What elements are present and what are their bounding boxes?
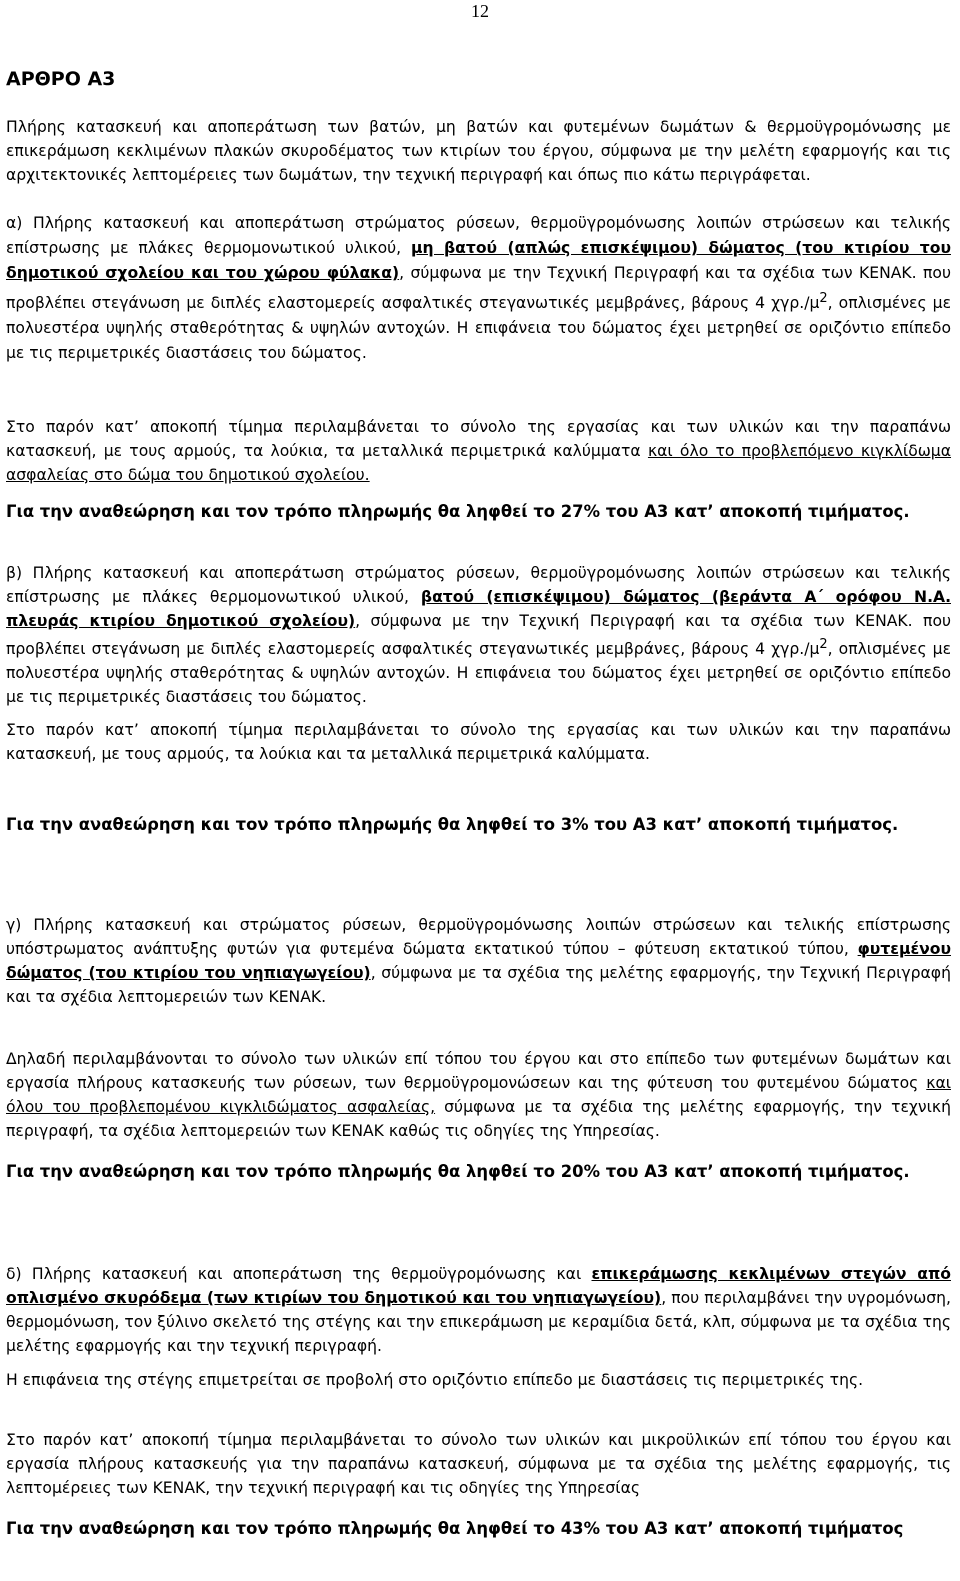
section-d-text: , που περιλαμβάνει την υγρομόνωση, θερμομόνωση, τον ξύλινο σκελετό της στέγης και την επικεράμωση με κεραμίδια δετά, κλπ, σύμφωνα με τα σχέδια της μελέτης εφαρμογής και την τεχνική περιγραφή.	[6, 1289, 951, 1355]
page-number: 12	[471, 1, 489, 21]
section-b-text: , σύμφωνα με την Τεχνική Περιγραφή και τα σχέδια των ΚΕΝΑΚ. που προβλέπει στεγάνωση με διπλές ελαστομερείς ασφαλτικές στεγανωτικές μεμβράνες, βάρους 4 χγρ./μ	[6, 612, 952, 659]
section-b-superscript: 2	[819, 637, 828, 652]
section-d-description	[6, 1262, 951, 1358]
section-c-text: , σύμφωνα με τα σχέδια της μελέτης εφαρμογής, την Τεχνική Περιγραφή και τα σχέδια λεπτομερειών των ΚΕΝΑΚ.	[6, 964, 951, 1006]
section-a-emphasis: μη βατού (απλώς επισκέψιμου) δώματος (του κτιρίου του δημοτικού σχολείου και του χώρου φύλακα)	[6, 239, 951, 282]
section-c-lead: γ) Πλήρης κατασκευή και στρώματος ρύσεων, θερμοϋγρομόνωσης λοιπών στρώσεων και τελικής επίστρωσης υπόστρωματος ανάπτυξης φυτών για φυτεμένα δώματα εκτατικού τύπου – φύτευση εκτατικού τύπου,	[6, 916, 951, 958]
section-a-inclusions	[6, 415, 951, 487]
section-c-inclusions	[6, 1047, 951, 1143]
section-a-railing-note: και όλο το προβλεπόμενο κιγκλίδωμα ασφαλείας στο δώμα του δημοτικού σχολείου.	[6, 442, 952, 484]
section-a-description	[6, 211, 951, 366]
section-b-inclusions: Στο παρόν κατ’ αποκοπή τίμημα περιλαμβάνεται το σύνολο της εργασίας και των υλικών και την παραπάνω κατασκευή, με τους αρμούς, τα λούκια και τα μεταλλικά περιμετρικά καλύμματα.	[6, 721, 951, 763]
section-d-emphasis: επικεράμωσης κεκλιμένων στεγών από οπλισμένο σκυρόδεμα (των κτιρίων του δημοτικού και του νηπιαγωγείου)	[6, 1265, 951, 1307]
section-c-inclusions-end: σύμφωνα με τα σχέδια της μελέτης εφαρμογής, την τεχνική περιγραφή, τα σχέδια λεπτομερειών των ΚΕΝΑΚ καθώς τις οδηγίες της Υπηρεσίας.	[6, 1098, 951, 1140]
section-c-emphasis: φυτεμένου δώματος (του κτιρίου του νηπιαγωγείου)	[6, 940, 951, 982]
section-a-lead: α) Πλήρης κατασκευή και αποπεράτωση στρώματος ρύσεων, θερμοϋγρομόνωσης λοιπών στρώσεων και τελικής επίστρωσης με πλάκες θερμομονωτικού υλικού,	[6, 214, 951, 257]
section-a-payment: Για την αναθεώρηση και τον τρόπο πληρωμής θα ληφθεί το 27% του Α3 κατ’ αποκοπή τιμήματος.	[6, 502, 910, 521]
intro-paragraph: Πλήρης κατασκευή και αποπεράτωση των βατών, μη βατών και φυτεμένων δωμάτων & θερμοϋγρομόνωσης με επικεράμωση κεκλιμένων πλακών σκυροδέματος των κτιρίων του έργου, σύμφωνα με την μελέτη εφαρμογής και τις αρχιτεκτονικές λεπτομέρειες των δωμάτων, την τεχνική περιγραφή και όπως πιο κάτω περιγράφεται.	[6, 118, 951, 184]
section-b-text-end: , οπλισμένες με πολυεστέρα υψηλής σταθερότητας & υψηλών αντοχών. Η επιφάνεια του δώματος έχει μετρηθεί σε οριζόντιο επίπεδο με τις περιμετρικές διαστάσεις του δώματος.	[6, 640, 951, 707]
section-d-payment: Για την αναθεώρηση και τον τρόπο πληρωμής θα ληφθεί το 43% του Α3 κατ’ αποκοπή τιμήματος	[6, 1519, 904, 1538]
section-c-description	[6, 913, 951, 1009]
section-d-lead: δ) Πλήρης κατασκευή και αποπεράτωση της θερμοϋγρομόνωσης και	[6, 1265, 592, 1283]
section-d-measurement: Η επιφάνεια της στέγης επιμετρείται σε προβολή στο οριζόντιο επίπεδο με διαστάσεις τις περιμετρικές της.	[6, 1371, 864, 1389]
section-a-superscript: 2	[819, 291, 828, 306]
section-d-inclusions: Στο παρόν κατ’ αποκοπή τίμημα περιλαμβάνεται το σύνολο των υλικών και μικροϋλικών επί τόπου του έργου και εργασία πλήρους κατασκευής για την παραπάνω κατασκευή, σύμφωνα με τα σχέδια της μελέτης εφαρμογής, τις λεπτομέρειες των ΚΕΝΑΚ, την τεχνική περιγραφή και τις οδηγίες της Υπηρεσίας	[6, 1431, 951, 1497]
section-c-payment: Για την αναθεώρηση και τον τρόπο πληρωμής θα ληφθεί το 20% του Α3 κατ’ αποκοπή τιμήματος.	[6, 1162, 910, 1181]
section-a-text-end: , οπλισμένες με πολυεστέρα υψηλής σταθερότητας & υψηλών αντοχών. Η επιφάνεια του δώματος έχει μετρηθεί σε οριζόντιο επίπεδο με τις περιμετρικές διαστάσεις του δώματος.	[6, 294, 951, 363]
section-b-emphasis: βατού (επισκέψιμου) δώματος (βεράντα Α΄ ορόφου Ν.Α. πλευράς κτιρίου δημοτικού σχολείου)	[6, 588, 951, 630]
section-a-text: , σύμφωνα με την Τεχνική Περιγραφή και τα σχέδια των ΚΕΝΑΚ. που προβλέπει στεγάνωση με διπλές ελαστομερείς ασφαλτικές στεγανωτικές μεμβράνες, βάρους 4 χγρ./μ	[6, 264, 951, 313]
section-b-description	[6, 561, 951, 709]
section-c-inclusions-text: Δηλαδή περιλαμβάνονται το σύνολο των υλικών επί τόπου του έργου και στο επίπεδο των φυτεμένων δωμάτων και εργασία πλήρους κατασκευής των ρύσεων, των θερμοϋγρομονώσεων και της φύτευση του φυτεμένου δώματος	[6, 1050, 951, 1092]
section-b-payment: Για την αναθεώρηση και τον τρόπο πληρωμής θα ληφθεί το 3% του Α3 κατ’ αποκοπή τιμήματος.	[6, 815, 899, 834]
article-title: ΑΡΘΡΟ Α3	[6, 68, 116, 90]
section-a-inclusions-text: Στο παρόν κατ’ αποκοπή τίμημα περιλαμβάνεται το σύνολο της εργασίας και των υλικών και την παραπάνω κατασκευή, με τους αρμούς, τα λούκια, τα μεταλλικά περιμετρικά καλύμματα	[6, 418, 951, 460]
section-c-railing-note: και όλου του προβλεπομένου κιγκλιδώματος ασφαλείας,	[6, 1074, 951, 1116]
section-b-lead: β) Πλήρης κατασκευή και αποπεράτωση στρώματος ρύσεων, θερμοϋγρομόνωσης λοιπών στρώσεων και τελικής επίστρωσης με πλάκες θερμομονωτικού υλικού,	[6, 564, 951, 606]
